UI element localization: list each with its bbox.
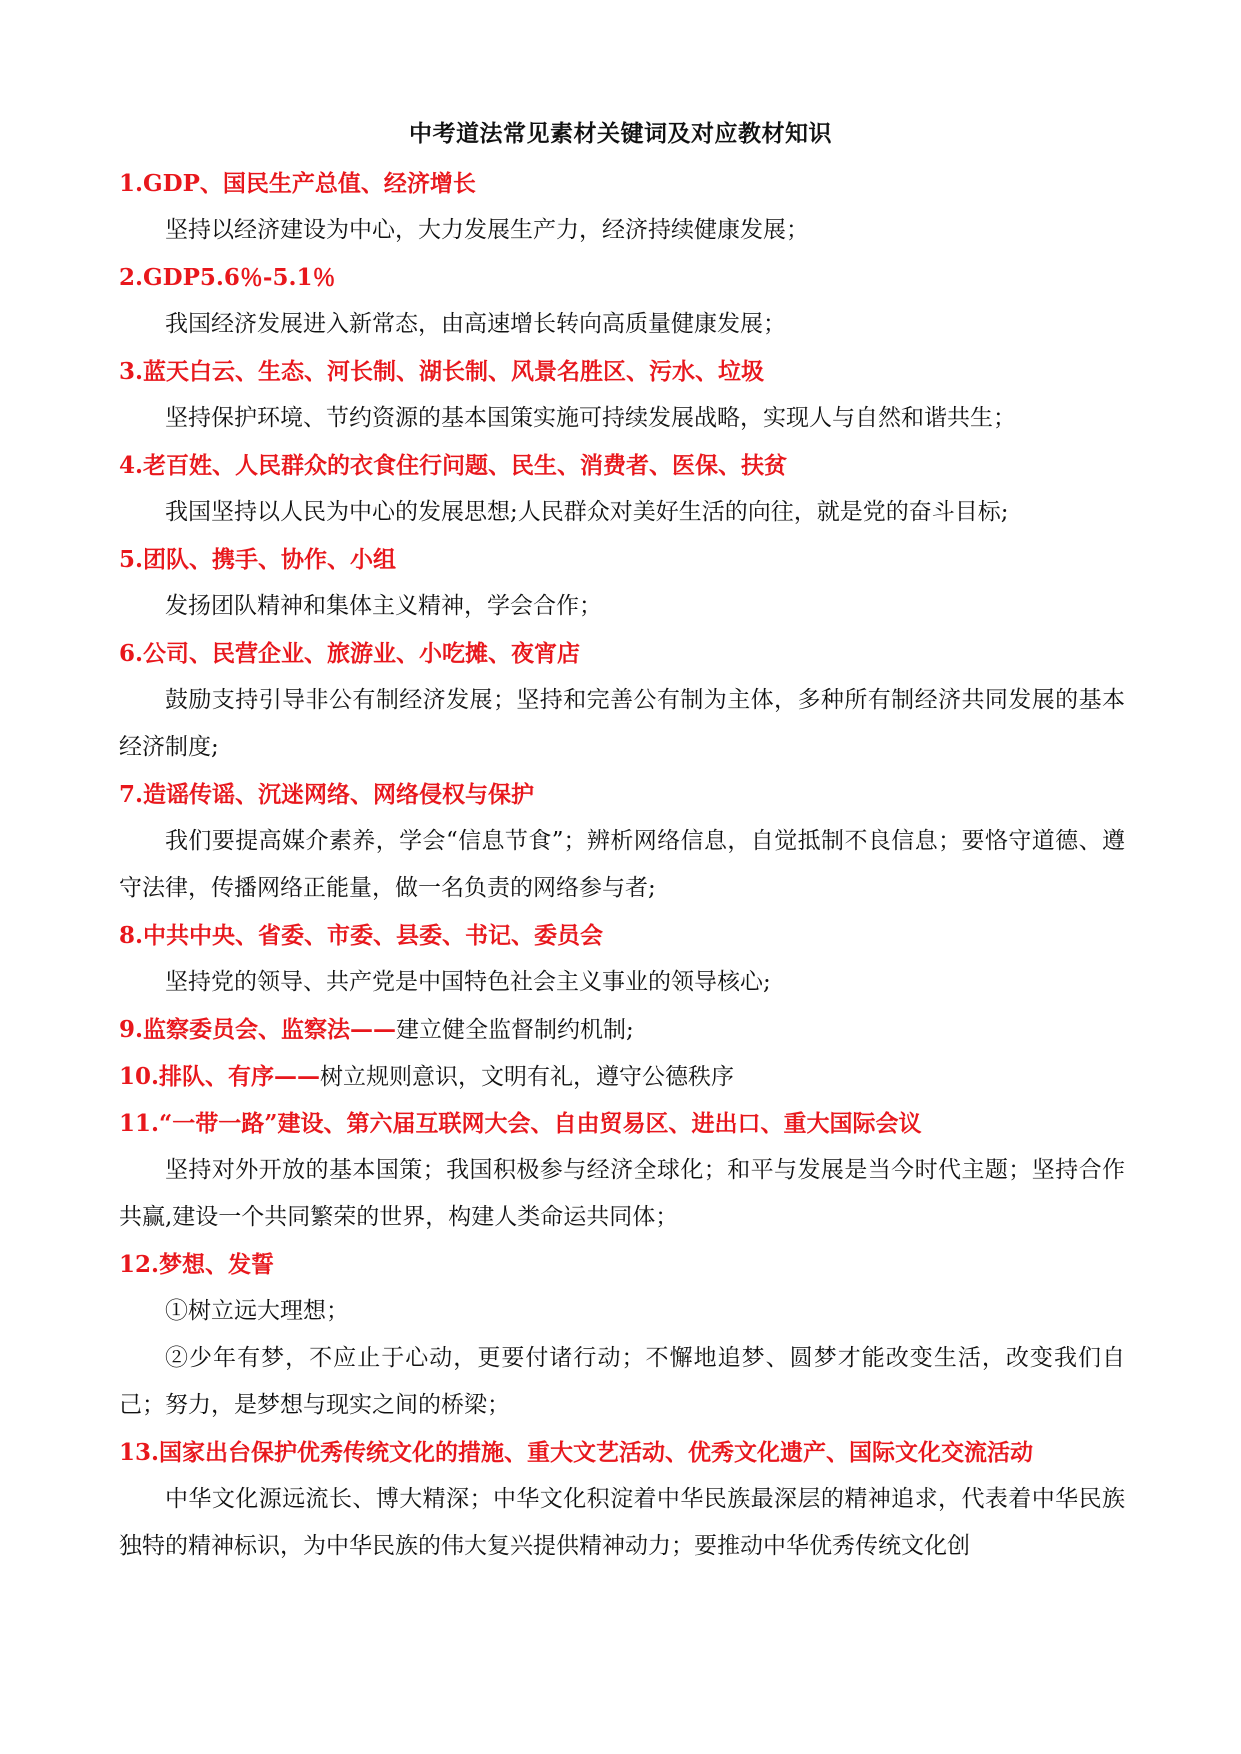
section-heading: 12.梦想、发誓: [119, 1251, 275, 1278]
document-body: [119, 160, 1125, 1570]
page-title: 中考道法常见素材关键词及对应教材知识: [409, 120, 832, 147]
section-paragraph: 坚持对外开放的基本国策；我国积极参与经济全球化；和平与发展是当今时代主题；坚持合作共赢,建设一个共同繁荣的世界，构建人类命运共同体；: [119, 1157, 1125, 1230]
section-heading-keywords: 10.排队、有序——: [119, 1063, 321, 1090]
section-heading: 4.老百姓、人民群众的衣食住行问题、民生、消费者、医保、扶贫: [119, 452, 788, 479]
section-heading: 3.蓝天白云、生态、河长制、湖长制、风景名胜区、污水、垃圾: [119, 358, 765, 385]
section-heading: 1.GDP、国民生产总值、经济增长: [119, 170, 476, 197]
section-paragraph: 我国经济发展进入新常态，由高速增长转向高质量健康发展；: [165, 311, 786, 337]
section-paragraph: 我们要提高媒介素养，学会“信息节食”；辨析网络信息，自觉抵制不良信息；要恪守道德、遵守法律，传播网络正能量，做一名负责的网络参与者;: [119, 828, 1125, 901]
section-heading: 8.中共中央、省委、市委、县委、书记、委员会: [119, 922, 604, 949]
section-heading-keywords: 9.监察委员会、监察法——: [119, 1016, 397, 1043]
section-heading-explanation: 树立规则意识，文明有礼，遵守公德秩序: [320, 1064, 735, 1090]
section-heading: 7.造谣传谣、沉迷网络、网络侵权与保护: [119, 781, 535, 808]
section-heading: 11.“一带一路”建设、第六届互联网大会、自由贸易区、进出口、重大国际会议: [119, 1110, 922, 1137]
section-heading-explanation: 建立健全监督制约机制;: [396, 1017, 634, 1043]
section-paragraph: 我国坚持以人民为中心的发展思想;人民群众对美好生活的向往，就是党的奋斗目标;: [165, 499, 1009, 525]
section-heading: [119, 1006, 1125, 1053]
section-paragraph: 坚持以经济建设为中心，大力发展生产力，经济持续健康发展；: [165, 217, 809, 243]
section-paragraph: ①树立远大理想；: [165, 1298, 349, 1324]
section-heading: [119, 1053, 1125, 1100]
section-paragraph: 鼓励支持引导非公有制经济发展；坚持和完善公有制为主体，多种所有制经济共同发展的基本经济制度;: [119, 687, 1125, 760]
section-heading: 5.团队、携手、协作、小组: [119, 546, 397, 573]
section-paragraph: 坚持党的领导、共产党是中国特色社会主义事业的领导核心;: [165, 969, 771, 995]
section-paragraph: ②少年有梦，不应止于心动，更要付诸行动；不懈地追梦、圆梦才能改变生活，改变我们自己；努力，是梦想与现实之间的桥梁；: [119, 1345, 1125, 1418]
section-heading: 2.GDP5.6％-5.1％: [119, 264, 336, 291]
section-paragraph: 中华文化源远流长、博大精深；中华文化积淀着中华民族最深层的精神追求，代表着中华民族独特的精神标识，为中华民族的伟大复兴提供精神动力；要推动中华优秀传统文化创: [119, 1486, 1125, 1559]
section-paragraph: 坚持保护环境、节约资源的基本国策实施可持续发展战略，实现人与自然和谐共生；: [165, 405, 1016, 431]
section-paragraph: 发扬团队精神和集体主义精神，学会合作；: [165, 593, 602, 619]
section-heading: 13.国家出台保护优秀传统文化的措施、重大文艺活动、优秀文化遗产、国际文化交流活动: [119, 1439, 1034, 1466]
section-heading: 6.公司、民营企业、旅游业、小吃摊、夜宵店: [119, 640, 581, 667]
